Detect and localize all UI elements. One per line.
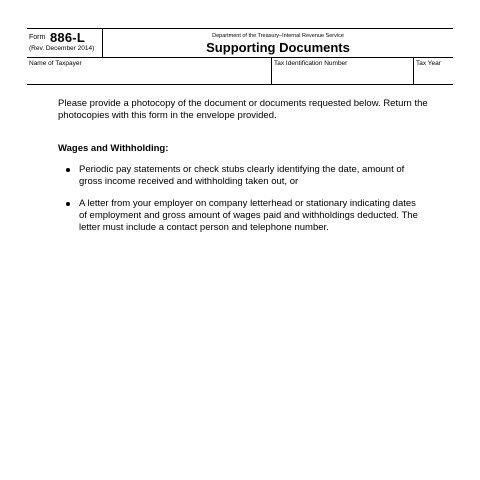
taxpayer-name-label: Name of Taxpayer: [29, 60, 82, 67]
intro-paragraph: Please provide a photocopy of the document or documents requested below. Return the photocopies with this form in the envelope provided.: [58, 98, 428, 121]
document-list: [66, 164, 426, 244]
taxpayer-name-field[interactable]: [27, 57, 271, 84]
list-item-text: A letter from your employer on company letterhead or stationary indicating dates of employment and gross amount of wages paid and withholdings deducted. The letter must include a contact person and telephone number.: [79, 198, 418, 233]
tax-year-label: Tax Year: [416, 60, 441, 67]
bullet-icon: [66, 202, 70, 206]
tin-field[interactable]: [271, 57, 413, 84]
form-word: Form: [29, 34, 46, 41]
section-heading: Wages and Withholding:: [58, 143, 169, 154]
form-revision: (Rev. December 2014): [29, 45, 95, 52]
agency-name: Department of the Treasury–Internal Revenue Service: [212, 33, 344, 39]
list-item: [66, 198, 426, 234]
form-title: Supporting Documents: [206, 40, 350, 55]
form-id-box: [27, 29, 103, 57]
form-number: 886-L: [50, 30, 85, 45]
tax-year-field[interactable]: [413, 57, 453, 84]
taxpayer-info-row: [27, 57, 453, 85]
form-header: [27, 28, 453, 58]
list-item-text: Periodic pay statements or check stubs clearly identifying the date, amount of gross income received and withholding taken out, or: [79, 164, 405, 187]
bullet-icon: [66, 168, 70, 172]
tin-label: Tax Identification Number: [274, 60, 348, 67]
list-item: [66, 164, 426, 188]
